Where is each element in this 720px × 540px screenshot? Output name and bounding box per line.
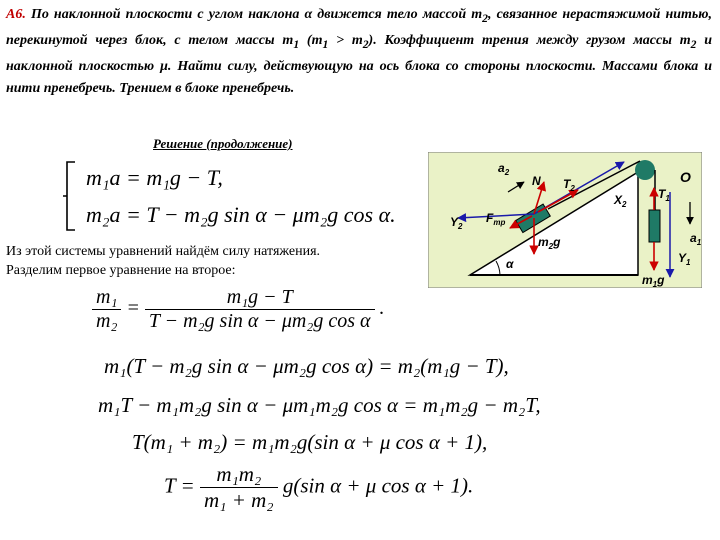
- problem-number: А6.: [6, 7, 26, 22]
- label-alpha: α: [506, 257, 514, 271]
- final-fraction: [200, 462, 278, 513]
- system-equation-1: m₁a = m₁g − T,: [86, 165, 223, 190]
- problem-text-4-end: ). Коэффициент трения между грузом массы m: [368, 32, 691, 48]
- derivation-line-3: T(m₁ + m₂) = m₁m₂g(sin α + μ cos α + 1),: [132, 430, 488, 454]
- label-O: O: [680, 169, 691, 185]
- problem-text-4-mid: > m: [328, 32, 363, 48]
- label-Y1: $Y_1$: [678, 251, 691, 267]
- explanation-line-1: Из этой системы уравнений найдём силу натяжения.: [6, 244, 321, 259]
- ratio-lhs: [92, 286, 121, 333]
- ratio-rhs-den: T − m₂g sin α − μm₂g cos α: [148, 310, 371, 332]
- problem-statement: [6, 4, 712, 100]
- ratio-rhs: [145, 286, 375, 333]
- sub-2b: 2: [362, 37, 369, 51]
- label-N: N: [532, 174, 541, 188]
- final-frac-num: m₁m₂: [200, 462, 278, 488]
- hanging-block: [649, 210, 660, 242]
- problem-text-1: По наклонной плоскости с углом наклона: [30, 7, 300, 22]
- problem-text-5: и наклонной плоскостью μ. Найти силу, действующую на ось блока со стороны плоскости. Массами блока и нити пренебречь. Трением в блоке пренебречь.: [6, 32, 713, 96]
- derivation-line-2: m₁T − m₁m₂g sin α − μm₁m₂g cos α = m₁m₂g − m₂T,: [98, 393, 541, 417]
- sub-1a: 1: [293, 37, 300, 51]
- label-X2: $X_2$: [614, 193, 627, 209]
- derivation-line-1: m₁(T − m₂g sin α − μm₂g cos α) = m₂(m₁g − T),: [104, 354, 509, 378]
- label-Y2: $Y_2$: [450, 215, 463, 231]
- problem-text-3: , связанное нерастяжимой нитью, перекинутой через блок, с телом массы m: [6, 7, 713, 48]
- label-m1g: $m_1g$: [642, 273, 665, 288]
- final-frac-den: m₁ + m₂: [203, 488, 274, 512]
- alpha-symbol: α: [304, 7, 313, 22]
- ratio-lhs-den: m₂: [96, 310, 118, 332]
- label-T1: $T_1$: [658, 187, 670, 203]
- ratio-lhs-num: m₁: [92, 286, 121, 310]
- final-rhs: g(sin α + μ cos α + 1).: [282, 473, 474, 498]
- ratio-rhs-num: m₁g − T: [145, 286, 375, 310]
- sub-1b: 1: [322, 37, 329, 51]
- system-brace: [62, 160, 76, 232]
- explanation-line-2: Разделим первое уравнение на второе:: [6, 263, 236, 278]
- ratio-end: .: [379, 297, 385, 320]
- final-lhs: T =: [164, 473, 195, 498]
- ratio-equation: [92, 286, 385, 333]
- label-a2: $a_2$: [498, 161, 510, 177]
- explanation-paragraph: [6, 242, 421, 280]
- ratio-equals: =: [126, 297, 140, 320]
- inclined-plane-diagram: [428, 152, 702, 288]
- pulley: [635, 160, 655, 180]
- label-Ftr: $F_{тр}$: [486, 211, 506, 227]
- sub-2a: 2: [482, 11, 488, 25]
- problem-text-4: (m: [306, 32, 323, 48]
- label-T2: $T_2$: [563, 177, 575, 193]
- derivation-line-4: [164, 462, 473, 513]
- label-m2g: $m_2g$: [538, 235, 561, 251]
- label-a1: $a_1$: [690, 231, 702, 247]
- system-equation-2: m₂a = T − m₂g sin α − μm₂g cos α.: [86, 202, 396, 227]
- problem-text-2: движется тело массой m: [317, 7, 483, 22]
- sub-2c: 2: [690, 37, 697, 51]
- solution-heading: Решение (продолжение): [153, 136, 293, 151]
